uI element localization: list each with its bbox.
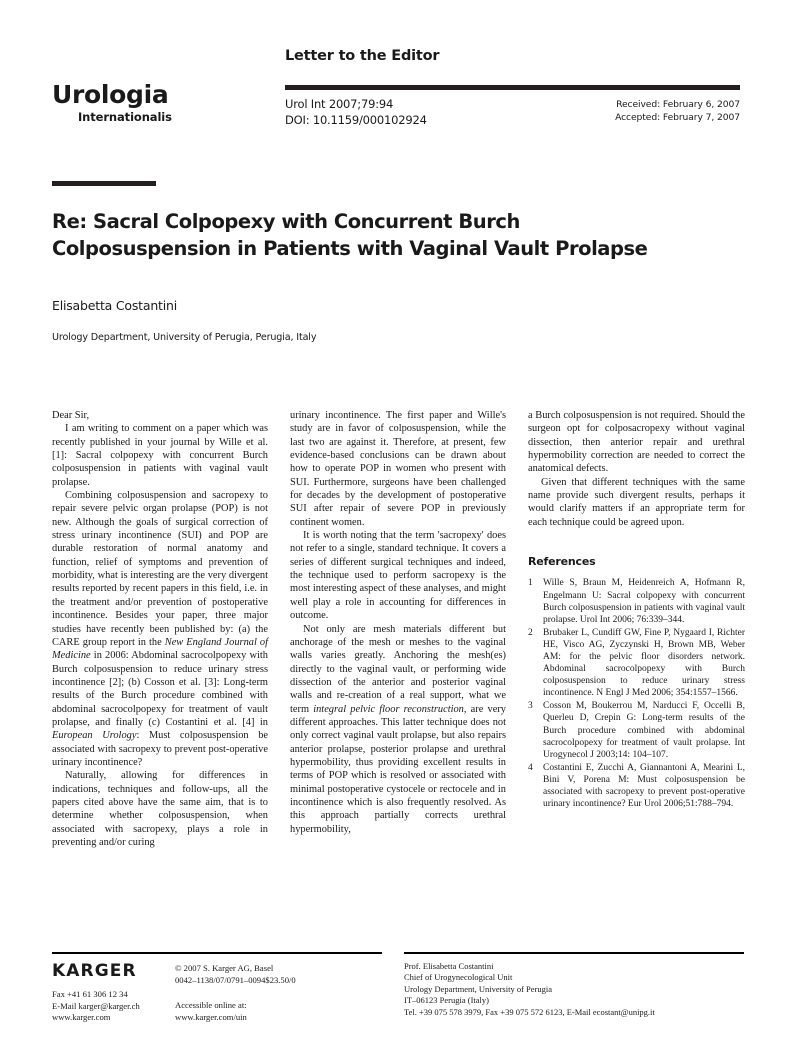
dates-block: [615, 98, 740, 124]
paragraph: I am writing to comment on a paper which was recently published in your journal by Wille et al. [1]: Sacral colpopexy with concurrent Burch colposuspension in patients with vaginal vault prolapse.: [52, 423, 268, 488]
text-run: in 2006: Abdominal sacrocolpopexy with Burch colposuspension to reduce urinary stress incontinence [2]; (b) Cosson et al. [3]: Long-term results of the Burch procedure combined with abdominal sacrocolpopexy for treatment of vault prolapse, and finally (c) Costantini et al. [4] in: [52, 650, 268, 728]
reference-item: [528, 700, 745, 760]
copyright-block: [175, 963, 296, 986]
reference-number: 2: [528, 627, 533, 638]
corresp-name: Prof. Elisabetta Costantini: [404, 961, 494, 971]
citation-block: [285, 96, 427, 128]
reference-item: [528, 577, 745, 625]
paragraph: a Burch colposuspension is not required. Should the surgeon opt for colposacropexy without vaginal dissection, then anterior repair and urethral hypermobility correction are needed to correct the anatomical defects.: [528, 410, 745, 475]
journal-logo-sub: Internationalis: [78, 110, 172, 124]
journal-title-italic: New England Journal of Medicine: [52, 636, 268, 662]
reference-text: Brubaker L, Cundiff GW, Fine P, Nygaard I, Richter HE, Visco AG, Zyczynski H, Brown MB, Weber AM: for the pelvic floor disorders network. Abdominal sacrocolpopexy with Burch colposuspension to reduce urinary stress incontinence. N Engl J Med 2006; 354:1557–1566.: [543, 627, 745, 699]
reference-text: Costantini E, Zucchi A, Giannantoni A, Mearini L, Bini V, Porena M: Must colposuspension be associated with sacropexy to prevent post-operative urinary incontinence? Eur Urol 2006;51:788–794.: [543, 762, 745, 810]
references-heading: References: [528, 555, 596, 569]
publisher-logo: KARGER: [52, 961, 137, 981]
masthead: [0, 0, 793, 170]
author-name: Elisabetta Costantini: [52, 298, 178, 313]
section-kicker: Letter to the Editor: [285, 48, 440, 64]
paragraph: [290, 623, 506, 837]
author-affiliation: Urology Department, University of Perugia, Perugia, Italy: [52, 332, 317, 343]
text-run: , are very different approaches. This latter technique does not only correct vaginal vault prolapse, but also repairs anterior prolapse, posterior prolapse and urethral hypermobility, thus providing excellent results in terms of POP which is resolved or associated with minimal postoperative cystocele or rectocele and in incontinence which is also frequently resolved. As this approach partially corrects urethral hypermobility,: [290, 703, 506, 835]
reference-number: 3: [528, 701, 533, 712]
page-footer: [0, 938, 793, 1059]
online-access-label: Accessible online at:: [175, 1000, 247, 1010]
masthead-rule: [285, 85, 740, 90]
doi-line: DOI: 10.1159/000102924: [285, 113, 427, 127]
corresponding-author-block: [404, 961, 655, 1018]
accepted-date: Accepted: February 7, 2007: [615, 112, 740, 123]
copyright-line: © 2007 S. Karger AG, Basel: [175, 963, 274, 973]
body-column-3: [528, 409, 745, 811]
footer-rule-right: [404, 952, 744, 954]
paragraph: It is worth noting that the term 'sacropexy' does not refer to a single, standard technique. It covers a series of different surgical techniques and indeed, the technique used to perform sacropexy is the most interesting aspect of these analyses, and might well play a role in accounting for differences in outcome.: [290, 530, 506, 622]
reference-text: Wille S, Braun M, Heidenreich A, Hofmann R, Engelmann U: Sacral colpopexy with concurrent Burch colposuspension in patients with vaginal vault prolapse. Urol Int 2006; 76:339–344.: [543, 578, 745, 625]
corresp-contact: Tel. +39 075 578 3979, Fax +39 075 572 6123, E-Mail ecostant@unipg.it: [404, 1006, 655, 1017]
journal-title-italic: European Urology: [52, 730, 137, 742]
publisher-website[interactable]: www.karger.com: [52, 1012, 111, 1023]
reference-item: [528, 762, 745, 810]
paragraph: Given that different techniques with the same name provide such divergent results, perhaps it would clarify matters if an appropriate term for each technique could be agreed upon.: [528, 476, 745, 528]
corresp-address: IT–06123 Perugia (Italy): [404, 995, 489, 1006]
footer-rule-left: [52, 952, 382, 954]
salutation: Dear Sir,: [52, 410, 90, 421]
received-date: Received: February 6, 2007: [616, 99, 740, 110]
references-list: [528, 577, 745, 810]
citation-line: Urol Int 2007;79:94: [285, 97, 394, 111]
text-run: Not only are mesh materials different but anchorage of the mesh or meshes to the vaginal walls varies greatly. Anchoring the mesh(es) directly to the vaginal vault, or performing wide dissection of the anterior and posterior vaginal walls and re-creation of a real support, what we term: [290, 623, 506, 715]
publisher-email[interactable]: E-Mail karger@karger.ch: [52, 1000, 140, 1011]
paragraph: [52, 489, 268, 769]
journal-logo: [52, 82, 252, 124]
body-column-1: [52, 409, 268, 849]
article-body: [52, 409, 744, 919]
paragraph: urinary incontinence. The first paper and Wille's study are in favor of colposuspension, while the last two are against it. Therefore, at present, few evidence-based conclusions can be drawn about how to operate POP in women who present with SUI. Furthermore, surgeons have been challenged for decades by the development of postoperative SUI after repair of severe POP in previously continent women.: [290, 410, 506, 528]
title-rule: [52, 181, 156, 186]
reference-item: [528, 627, 745, 700]
corresp-role: Chief of Urogynecological Unit: [404, 972, 513, 983]
publisher-fax: Fax +41 61 306 12 34: [52, 989, 128, 999]
reference-number: 4: [528, 762, 533, 773]
publisher-contact: [52, 989, 140, 1024]
online-access-block: [175, 1000, 247, 1023]
paragraph: Naturally, allowing for differences in indications, techniques and follow-ups, all the papers cited above have the same aim, that is to determine whether colposuspension, when associated with sacropexy, plays a role in preventing and/or curing: [52, 770, 268, 848]
reference-number: 1: [528, 578, 533, 589]
journal-logo-main: Urologia: [52, 80, 169, 109]
issn-line: 0042–1138/07/0791–0094$23.50/0: [175, 974, 296, 985]
term-italic: integral pelvic floor reconstruction: [313, 703, 464, 715]
body-column-2: [290, 409, 506, 836]
corresp-department: Urology Department, University of Perugia: [404, 983, 553, 994]
online-access-url[interactable]: www.karger.com/uin: [175, 1011, 247, 1022]
text-run: Combining colposuspension and sacropexy to repair severe pelvic organ prolapse (POP) is not new. Although the goals of surgical correction of stress urinary incontinence (SUI) and POP are durable restoration of normal anatomy and function, relief of symptoms and prevention of morbidity, what is interesting are the very divergent results reported by recent papers in this field, i.e. in the treatment and/or prevention of postoperative incontinence. Besides your paper, three major studies have recently been published by: (a) the CARE group report in the: [52, 490, 268, 648]
text-run: : Must colposuspension be associated with sacropexy to prevent post-operative urinary incontinence?: [52, 730, 269, 768]
reference-text: Cosson M, Boukerrou M, Narducci F, Occelli B, Querleu D, Crepin G: Long-term results of the Burch procedure combined with abdominal sacrocolpopexy for treatment of vault prolapse. Int Urogynecol J 2003;14: 104–107.: [543, 701, 745, 760]
page-title: Re: Sacral Colpopexy with Concurrent Burch Colposuspension in Patients with Vaginal Vault Prolapse: [52, 210, 648, 260]
